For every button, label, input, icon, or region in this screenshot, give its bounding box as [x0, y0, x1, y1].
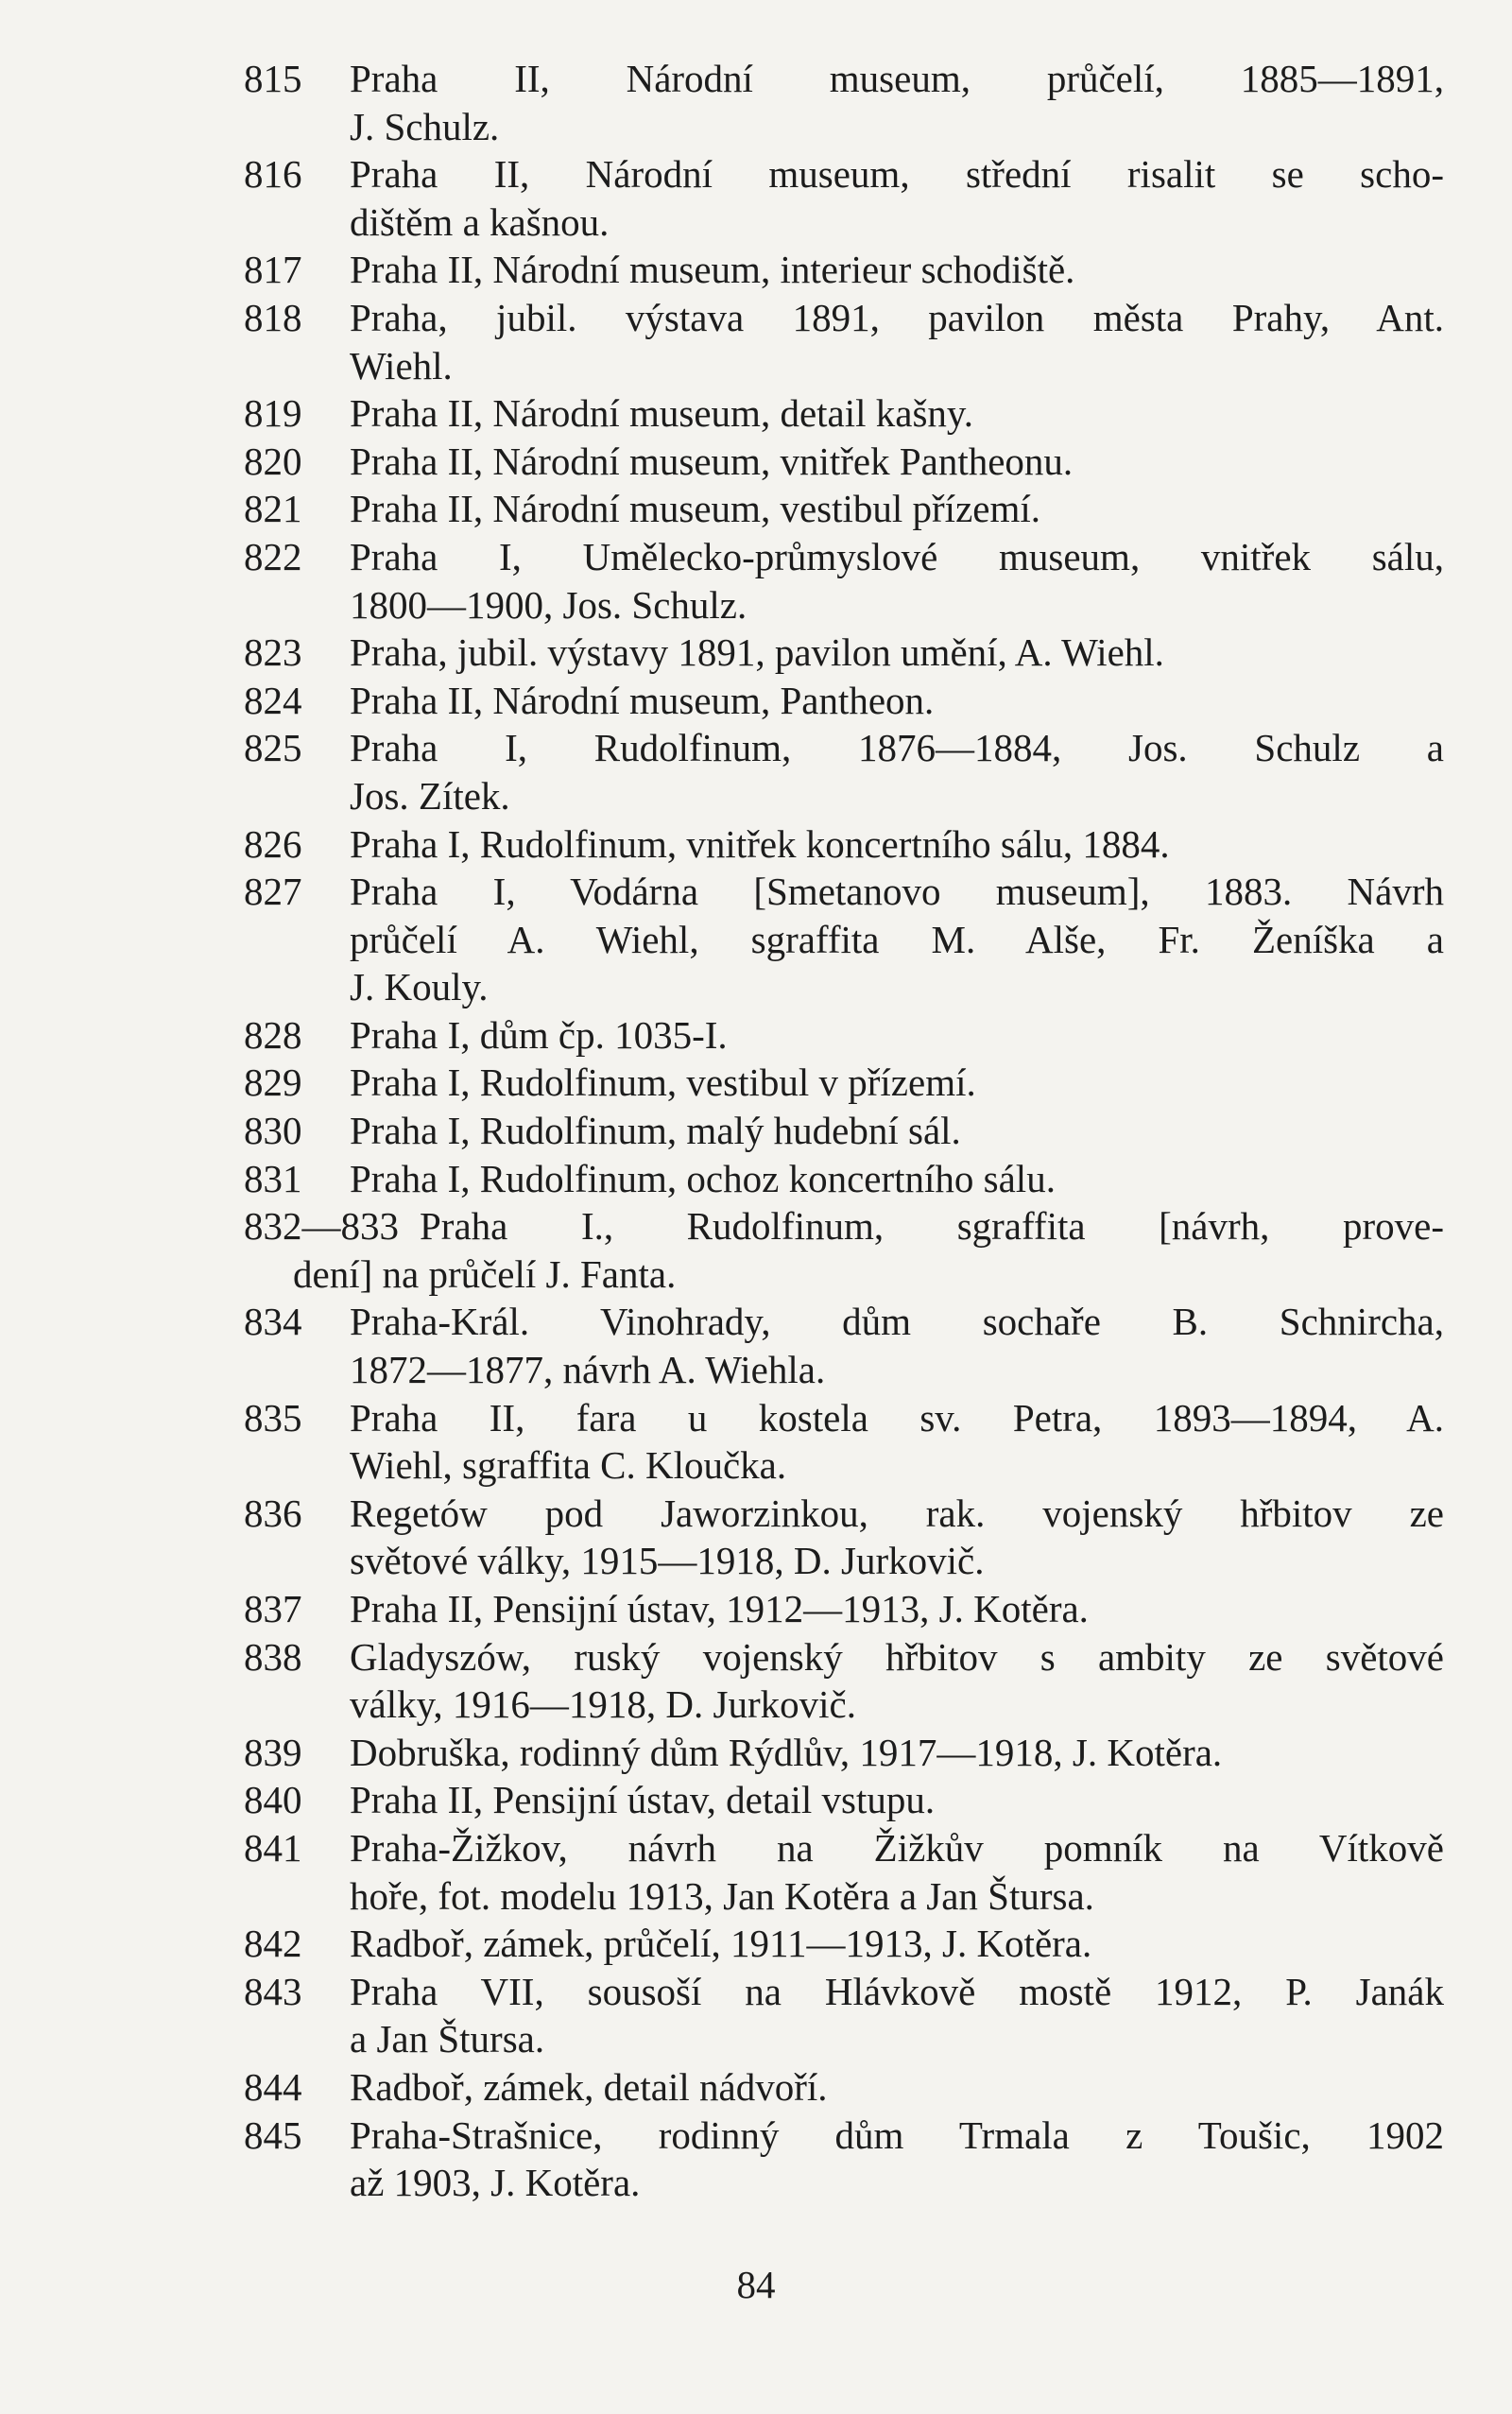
entry-number: 838 [244, 1634, 302, 1679]
list-item [244, 389, 1444, 438]
entry-number: 834 [244, 1300, 302, 1344]
list-item [244, 868, 1444, 1011]
list-item [244, 1920, 1444, 1968]
entry-text [350, 1011, 1444, 1060]
entry-text [350, 485, 1444, 533]
list-item [244, 1490, 1444, 1585]
entry-line: J. Kouly. [350, 965, 489, 1009]
entry-line: Praha VII, sousoší na Hlávkově mostě 1912, P. Janák [350, 1969, 1444, 2013]
list-item [244, 485, 1444, 533]
entry-line: Praha I, Rudolfinum, ochoz koncertního sálu. [350, 1156, 1056, 1200]
list-item [244, 55, 1444, 150]
list-item [244, 438, 1444, 486]
entry-number: 816 [244, 152, 302, 197]
entry-text [350, 533, 1444, 629]
entry-text [350, 1394, 1444, 1490]
entry-text [350, 1729, 1444, 1777]
entry-line: Praha II, Národní museum, vestibul přízemí. [350, 487, 1040, 531]
list-item [244, 2112, 1444, 2207]
entry-number: 820 [244, 439, 302, 483]
entry-number: 823 [244, 630, 302, 675]
entry-number: 832—833 [244, 1204, 399, 1249]
entry-text [350, 150, 1444, 246]
entry-line: Dobruška, rodinný dům Rýdlův, 1917—1918, J. Kotěra. [350, 1730, 1223, 1774]
entry-text [350, 1633, 1444, 1729]
list-item [244, 2063, 1444, 2112]
entry-line: Radboř, zámek, průčelí, 1911—1913, J. Kotěra. [350, 1922, 1092, 1966]
entry-line: průčelí A. Wiehl, sgraffita M. Alše, Fr. Ženíška a [350, 917, 1444, 961]
entry-number: 841 [244, 1825, 302, 1870]
entry-text [350, 677, 1444, 725]
entry-line: Praha II, fara u kostela sv. Petra, 1893—1894, A. [350, 1395, 1444, 1440]
entry-line: J. Schulz. [350, 104, 500, 148]
entry-number: 824 [244, 678, 302, 722]
entry-number: 842 [244, 1922, 302, 1966]
entry-number: 815 [244, 57, 302, 100]
entry-line: Regetów pod Jaworzinkou, rak. vojenský hřbitov ze [350, 1491, 1444, 1535]
entry-line: Praha II, Národní museum, střední risalit se scho- [350, 152, 1444, 197]
entry-line: Wiehl. [350, 343, 453, 388]
entry-line: Jos. Zítek. [350, 773, 510, 818]
entry-line: Praha II, Národní museum, detail kašny. [350, 391, 974, 436]
entry-text [350, 820, 1444, 869]
entry-number: 844 [244, 2064, 302, 2109]
entry-line: 1800—1900, Jos. Schulz. [350, 582, 747, 627]
list-item [244, 294, 1444, 389]
entry-text [350, 1585, 1444, 1633]
entry-text [350, 2063, 1444, 2112]
list-item [244, 1011, 1444, 1060]
entry-line: Praha I, Rudolfinum, malý hudební sál. [350, 1109, 961, 1153]
entry-number: 817 [244, 248, 302, 292]
page-number: 84 [736, 2263, 776, 2306]
entry-number: 822 [244, 534, 302, 578]
entry-line: Praha I, Rudolfinum, vestibul v přízemí. [350, 1060, 976, 1105]
entry-text [350, 868, 1444, 1011]
list-item [244, 1298, 1444, 1393]
entry-text [350, 1107, 1444, 1155]
list-item [244, 1155, 1444, 1203]
list-item [244, 724, 1444, 819]
entry-number: 835 [244, 1395, 302, 1440]
entry-number: 825 [244, 726, 302, 770]
entry-line: Praha II, Pensijní ústav, detail vstupu. [350, 1778, 936, 1822]
entry-line: dištěm a kašnou. [350, 199, 610, 244]
entry-line: a Jan Štursa. [350, 2017, 545, 2061]
entry-number: 819 [244, 391, 302, 436]
entry-text [350, 1824, 1444, 1920]
list-item [244, 1585, 1444, 1633]
entry-number: 840 [244, 1778, 302, 1822]
entry-line: Praha I, Umělecko-průmyslové museum, vnitřek sálu, [350, 534, 1444, 578]
entry-text [350, 1968, 1444, 2063]
list-item [244, 820, 1444, 869]
entry-text [350, 1776, 1444, 1824]
entry-line: světové války, 1915—1918, D. Jurkovič. [350, 1539, 985, 1583]
list-item [244, 150, 1444, 246]
entry-text [350, 1155, 1444, 1203]
entry-line: dení] na průčelí J. Fanta. [293, 1251, 677, 1296]
list-item [244, 1633, 1444, 1729]
entry-number: 818 [244, 295, 302, 339]
entry-line: 1872—1877, návrh A. Wiehla. [350, 1348, 826, 1392]
entry-line: Praha I, Vodárna [Smetanovo museum], 1883. Návrh [350, 870, 1444, 914]
entry-text [350, 1490, 1444, 1585]
entry-text [350, 55, 1444, 150]
entry-text [350, 629, 1444, 677]
entry-text [350, 246, 1444, 294]
entry-number: 821 [244, 487, 302, 531]
entry-number: 828 [244, 1012, 302, 1057]
entry-text [350, 389, 1444, 438]
entry-number: 826 [244, 821, 302, 866]
entry-line: Praha, jubil. výstava 1891, pavilon města Prahy, Ant. [350, 295, 1444, 339]
entry-line: Praha, jubil. výstavy 1891, pavilon umění, A. Wiehl. [350, 630, 1164, 675]
entry-line: až 1903, J. Kotěra. [350, 2161, 641, 2205]
entry-text [350, 1298, 1444, 1393]
list-item [244, 629, 1444, 677]
entry-number: 830 [244, 1109, 302, 1153]
list-item [244, 1824, 1444, 1920]
entry-line: Praha II, Národní museum, Pantheon. [350, 678, 935, 722]
entry-number: 845 [244, 2112, 302, 2157]
list-item [244, 677, 1444, 725]
entry-line: hoře, fot. modelu 1913, Jan Kotěra a Jan Štursa. [350, 1873, 1094, 1918]
entry-text [350, 2112, 1444, 2207]
list-item [244, 1202, 1444, 1298]
list-item [244, 1394, 1444, 1490]
entry-number: 839 [244, 1730, 302, 1774]
entry-number: 829 [244, 1060, 302, 1105]
entry-text [350, 1059, 1444, 1107]
list-item [244, 1729, 1444, 1777]
entry-text [350, 1920, 1444, 1968]
entry-line: Praha-Strašnice, rodinný dům Trmala z Toušic, 1902 [350, 2112, 1444, 2157]
entry-number: 831 [244, 1156, 302, 1200]
entry-number: 843 [244, 1969, 302, 2013]
entry-line: Wiehl, sgraffita C. Kloučka. [350, 1443, 787, 1488]
illustration-list [244, 55, 1444, 2207]
entry-line: Praha I., Rudolfinum, sgraffita [návrh, prove- [420, 1204, 1444, 1249]
list-item [244, 1059, 1444, 1107]
list-item [244, 1107, 1444, 1155]
entry-text [350, 724, 1444, 819]
entry-line: Praha I, Rudolfinum, 1876—1884, Jos. Schulz a [350, 726, 1444, 770]
entry-line: Praha II, Pensijní ústav, 1912—1913, J. Kotěra. [350, 1587, 1089, 1630]
entry-number: 827 [244, 870, 302, 914]
entry-line: Praha II, Národní museum, interieur schodiště. [350, 248, 1075, 292]
entry-line: Praha I, dům čp. 1035-I. [350, 1012, 728, 1057]
list-item [244, 533, 1444, 629]
entry-line: Praha-Král. Vinohrady, dům sochaře B. Schnircha, [350, 1300, 1444, 1344]
entry-line: války, 1916—1918, D. Jurkovič. [350, 1682, 856, 1727]
entry-line: Praha I, Rudolfinum, vnitřek koncertního sálu, 1884. [350, 821, 1170, 866]
list-item [244, 1968, 1444, 2063]
entry-line: Gladyszów, ruský vojenský hřbitov s ambity ze světové [350, 1634, 1444, 1679]
entry-line: Praha II, Národní museum, průčelí, 1885—1891, [350, 57, 1444, 100]
entry-text [350, 438, 1444, 486]
entry-line: Radboř, zámek, detail nádvoří. [350, 2064, 828, 2109]
entry-line: Praha-Žižkov, návrh na Žižkův pomník na Vítkově [350, 1825, 1444, 1870]
entry-number: 836 [244, 1491, 302, 1535]
list-item [244, 1776, 1444, 1824]
entry-line: Praha II, Národní museum, vnitřek Pantheonu. [350, 439, 1074, 483]
list-item [244, 246, 1444, 294]
entry-text [350, 294, 1444, 389]
entry-number: 837 [244, 1587, 302, 1630]
